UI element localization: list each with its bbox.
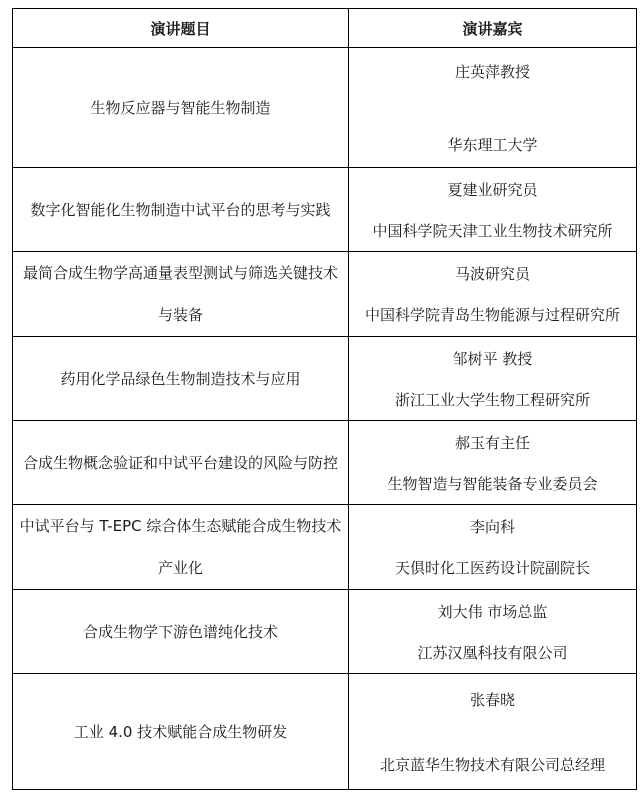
speaker-cell bbox=[349, 505, 637, 590]
table-row bbox=[13, 252, 637, 337]
speaker-name: 李向科 bbox=[469, 518, 515, 536]
speaker-organization: 江苏汉凰科技有限公司 bbox=[417, 643, 568, 662]
speaker-organization: 生物智造与智能装备专业委员会 bbox=[387, 474, 598, 493]
speaker-organization: 中国科学院天津工业生物技术研究所 bbox=[372, 221, 613, 240]
speaker-name: 刘大伟 市场总监 bbox=[437, 602, 548, 621]
table-row bbox=[13, 505, 637, 590]
speaker-cell bbox=[349, 590, 637, 674]
speaker-organization: 浙江工业大学生物工程研究所 bbox=[394, 390, 590, 409]
header-speaker: 演讲嘉宾 bbox=[349, 9, 637, 48]
speaker-cell bbox=[349, 252, 637, 337]
speaker-name: 邹树平 教授 bbox=[452, 349, 533, 368]
table-row bbox=[13, 590, 637, 674]
topic-cell: 生物反应器与智能生物制造 bbox=[13, 48, 349, 168]
speaker-cell bbox=[349, 421, 637, 505]
topic-cell: 最简合成生物学高通量表型测试与筛选关键技术与装备 bbox=[13, 252, 349, 337]
speaker-name: 郝玉有主任 bbox=[454, 433, 530, 452]
topic-cell: 中试平台与 T-EPC 综合体生态赋能合成生物技术产业化 bbox=[13, 505, 349, 590]
speaker-cell bbox=[349, 48, 637, 168]
speaker-organization: 华东理工大学 bbox=[447, 135, 538, 154]
speaker-cell bbox=[349, 674, 637, 790]
speaker-cell bbox=[349, 168, 637, 252]
speaker-name: 庄英萍教授 bbox=[454, 62, 530, 81]
table-row bbox=[13, 674, 637, 790]
topic-cell: 合成生物概念验证和中试平台建设的风险与防控 bbox=[13, 421, 349, 505]
topic-cell: 工业 4.0 技术赋能合成生物研发 bbox=[13, 674, 349, 790]
speaker-name: 张春晓 bbox=[469, 690, 515, 709]
table-row bbox=[13, 48, 637, 168]
topic-cell: 药用化学品绿色生物制造技术与应用 bbox=[13, 337, 349, 421]
agenda-table bbox=[12, 8, 637, 790]
speaker-name: 夏建业研究员 bbox=[447, 180, 538, 199]
speaker-organization: 中国科学院青岛生物能源与过程研究所 bbox=[364, 306, 620, 324]
table-row bbox=[13, 421, 637, 505]
speaker-organization: 天俱时化工医药设计院副院长 bbox=[394, 559, 590, 577]
header-row bbox=[13, 9, 637, 48]
table-row bbox=[13, 168, 637, 252]
topic-cell: 合成生物学下游色谱纯化技术 bbox=[13, 590, 349, 674]
table-row bbox=[13, 337, 637, 421]
topic-cell: 数字化智能化生物制造中试平台的思考与实践 bbox=[13, 168, 349, 252]
header-topic: 演讲题目 bbox=[13, 9, 349, 48]
speaker-name: 马波研究员 bbox=[454, 265, 530, 283]
speaker-organization: 北京蓝华生物技术有限公司总经理 bbox=[379, 755, 605, 774]
speaker-cell bbox=[349, 337, 637, 421]
